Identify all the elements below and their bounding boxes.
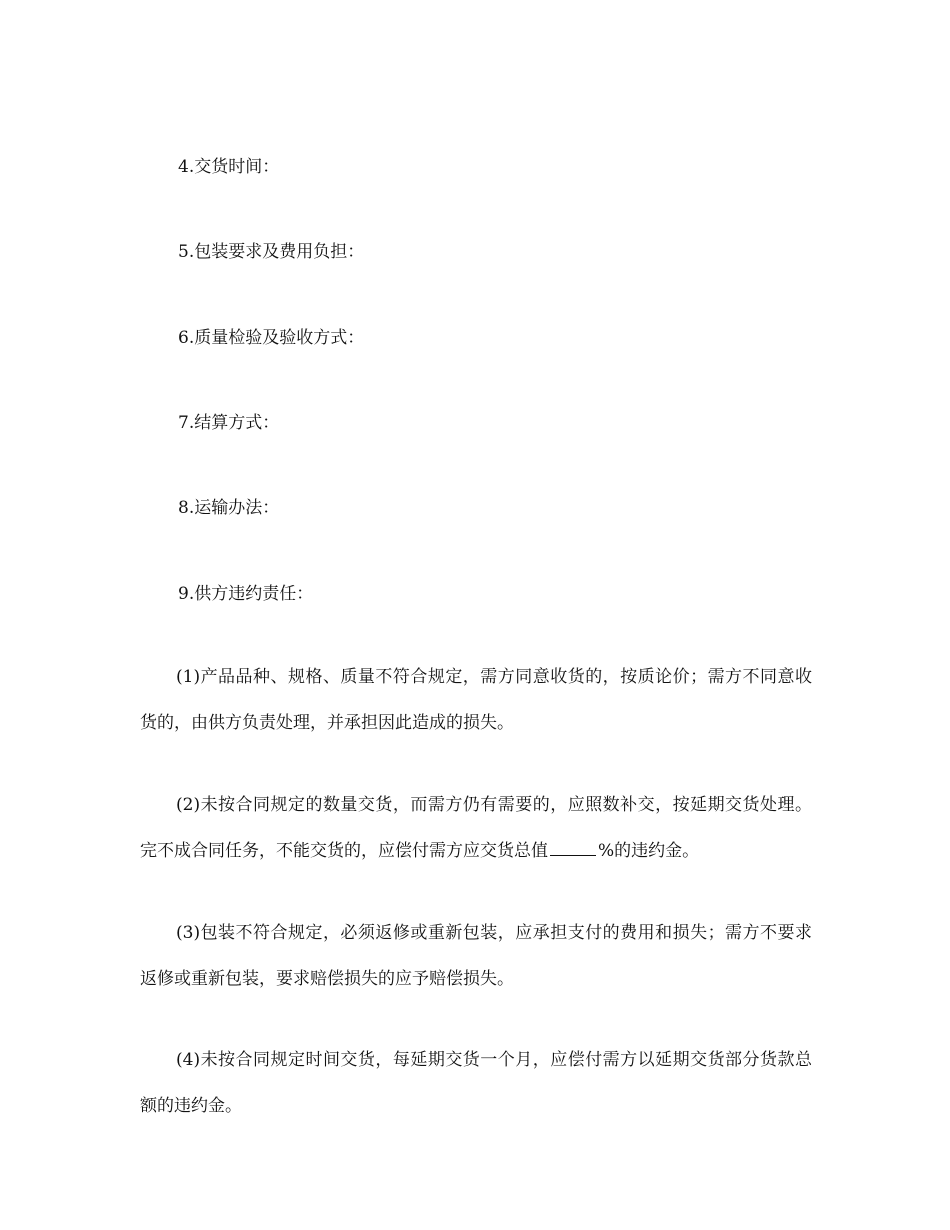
clause-settlement: 7.结算方式： bbox=[178, 413, 280, 433]
liability-paragraph-2 bbox=[140, 782, 812, 874]
clause-packaging: 5.包装要求及费用负担： bbox=[178, 242, 365, 262]
liability-paragraph-3: (3)包装不符合规定，必须返修或重新包装，应承担支付的费用和损失；需方不要求返修或重新包装，要求赔偿损失的应予赔偿损失。 bbox=[140, 923, 812, 989]
clause-quality-inspection: 6.质量检验及验收方式： bbox=[178, 328, 365, 348]
liability-paragraph-4: (4)未按合同规定时间交货，每延期交货一个月，应偿付需方以延期交货部分货款总额的违约金。 bbox=[140, 1050, 812, 1116]
clause-transport: 8.运输办法： bbox=[178, 498, 280, 518]
clause-delivery-time: 4.交货时间： bbox=[178, 157, 280, 177]
liability-paragraph-1: (1)产品品种、规格、质量不符合规定，需方同意收货的，按质论价；需方不同意收货的，由供方负责处理，并承担因此造成的损失。 bbox=[140, 667, 812, 733]
percent-blank-line bbox=[550, 841, 596, 856]
liability-paragraph-2-text: (2)未按合同规定的数量交货，而需方仍有需要的，应照数补交，按延期交货处理。完不成合同任务，不能交货的，应偿付需方应交货总值 bbox=[140, 795, 812, 861]
clause-supplier-liability: 9.供方违约责任： bbox=[178, 584, 314, 604]
liability-paragraph-2-suffix: %的违约金。 bbox=[598, 841, 700, 861]
